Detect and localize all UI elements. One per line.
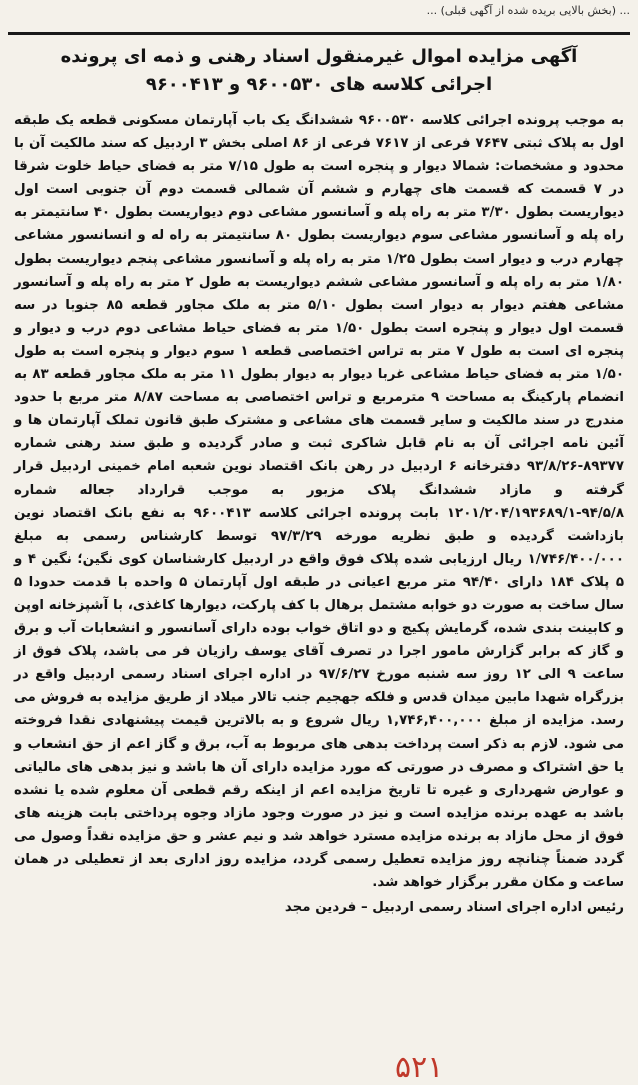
title-line-2: اجرائی کلاسه های ۹۶۰۰۵۳۰ و ۹۶۰۰۴۱۳ xyxy=(145,74,493,95)
notice-body: به موجب پرونده اجرائی کلاسه ۹۶۰۰۵۳۰ ششدانگ یک باب آپارتمان مسکونی قطعه یک طبقه اول به پلاک ثبتی ۷۶۴۷ فرعی از ۷۶۱۷ فرعی از ۸۶ اصلی بخش ۳ اردبیل که سند مالکیت آن با محدود و مشخصات: شمالا دیوار و پنجره است به طول ۷/۱۵ متر به فضای حیاط خلوت شرقا در ۷ قسمت که قسمت های چهارم و ششم آن شمالی قسمت دوم آن جنوبی است اول دیواریست بطول ۳/۳۰ متر به راه پله و آسانسور مشاعی دوم دیواریست بطول ۴۰ سانتیمتر به راه پله و آسانسور مشاعی سوم دیواریست بطول ۸۰ سانتیمتر به راه له و انسانسور مشاعی چهارم درب و دیوار است بطول ۱/۲۵ متر به راه پله و آسانسور مشاعی پنجم دیواریست بطول ۱/۸۰ متر به راه پله و آسانسور مشاعی ششم دیواریست به طول ۲ متر به راه پله و آسانسور مشاعی هفتم دیوار به دیوار است بطول ۵/۱۰ متر به ملک مجاور قطعه ۸۵ جنوبا در سه قسمت اول دیوار و پنجره است بطول ۱/۵۰ متر به فضای حیاط مشاعی دوم درب و دیوار و پنجره ای است به طول ۷ متر به تراس اختصاصی قطعه ۱ سوم دیوار و پنجره است به طول ۱/۵۰ متر به فضای حیاط مشاعی غربا دیوار به دیوار بطول ۱۱ متر به ملک مجاور قطعه ۸۳ به انضمام پارکینگ به مساحت ۹ مترمربع و تراس اختصاصی به مساحت ۸/۸۷ متر مربع با حدود مندرج در سند مالکیت و سایر قسمت های مشاعی و مشترک طبق قانون تملک آپارتمان ها و آئین نامه اجرائی آن به نام قابل شاکری ثبت و صادر گردیده و طبق سند رهنی شماره ۸۹۳۷۷-۹۳/۸/۲۶ دفترخانه ۶ اردبیل در رهن بانک اقتصاد نوین شعبه امام خمینی اردبیل قرار گرفته و مازاد ششدانگ پلاک مزبور به موجب قرارداد جعاله شماره ۹۴/۵/۸-۱۲۰۱/۲۰۴/۱۹۳۶۸۹/۱ بابت پرونده اجرائی کلاسه ۹۶۰۰۴۱۳ به نفع بانک اقتصاد نوین بازداشت گردیده و طبق نظریه مورخه ۹۷/۳/۲۹ توسط کارشناس رسمی به مبلغ ۱/۷۴۶/۴۰۰/۰۰۰ ریال ارزیابی شده پلاک فوق واقع در اردبیل کارشناسان کوی نگین؛ نگین ۴ و ۵ پلاک ۱۸۴ دارای ۹۴/۴۰ متر مربع اعیانی در طبقه اول آپارتمان ۵ واحده با قدمت حدودا ۵ سال ساخت به صورت دو خوابه مشتمل برهال با کف پارکت، دیوارها کاغذی، با آشپزخانه اوپن و کابینت بندی شده، گرمایش پکیج و دو اتاق خواب بوده دارای آسانسور و انشعابات آب و برق و گاز که برابر گزارش مامور اجرا در تصرف آقای یوسف رازیان فر می باشد، پلاک فوق از ساعت ۹ الی ۱۲ روز سه شنبه مورخ ۹۷/۶/۲۷ در اداره اجرای اسناد رسمی اردبیل واقع در بزرگراه شهدا مابین میدان قدس و فلکه جهجیم جنب تالار میلاد از طریق مزایده به فروش می رسد. مزایده از مبلغ ۱,۷۴۶,۴۰۰,۰۰۰ ریال شروع و به بالاترین قیمت پیشنهادی نقدا فروخته می شود. لازم به ذکر است پرداخت بدهی های مربوط به آب، برق و گاز اعم از حق انشعاب و یا حق اشتراک و مصرف در صورتی که مورد مزایده دارای آن ها باشد و نیز بدهی های مالیاتی و عوارض شهرداری و غیره تا تاریخ مزایده اعم از اینکه رقم قطعی آن معلوم شده یا نشده باشد به عهده برنده مزایده است و نیز در صورت وجود مازاد وجوه پرداختی بابت هزینه های فوق از محل مازاد به برنده مزایده مسترد خواهد شد و نیم عشر و حق مزایده نقداً وصول می گردد ضمناً چنانچه روز مزایده تعطیل رسمی گردد، مزایده روز اداری بعد از تعطیلی در همان ساعت و مکان مقرر برگزار خواهد شد. xyxy=(14,113,625,891)
signature-line: رئیس اداره اجرای اسناد رسمی اردبیل – فردین مجد xyxy=(284,900,624,916)
title-line-1: آگهی مزایده اموال غیرمنقول اسناد رهنی و ذمه ای پرونده xyxy=(60,46,578,67)
handwritten-mark: ۵۲۱ xyxy=(395,1050,444,1085)
cropped-previous-notice: ... (بخش بالایی بریده شده از آگهی قبلی) ... xyxy=(8,4,630,35)
notice-title xyxy=(14,43,624,99)
